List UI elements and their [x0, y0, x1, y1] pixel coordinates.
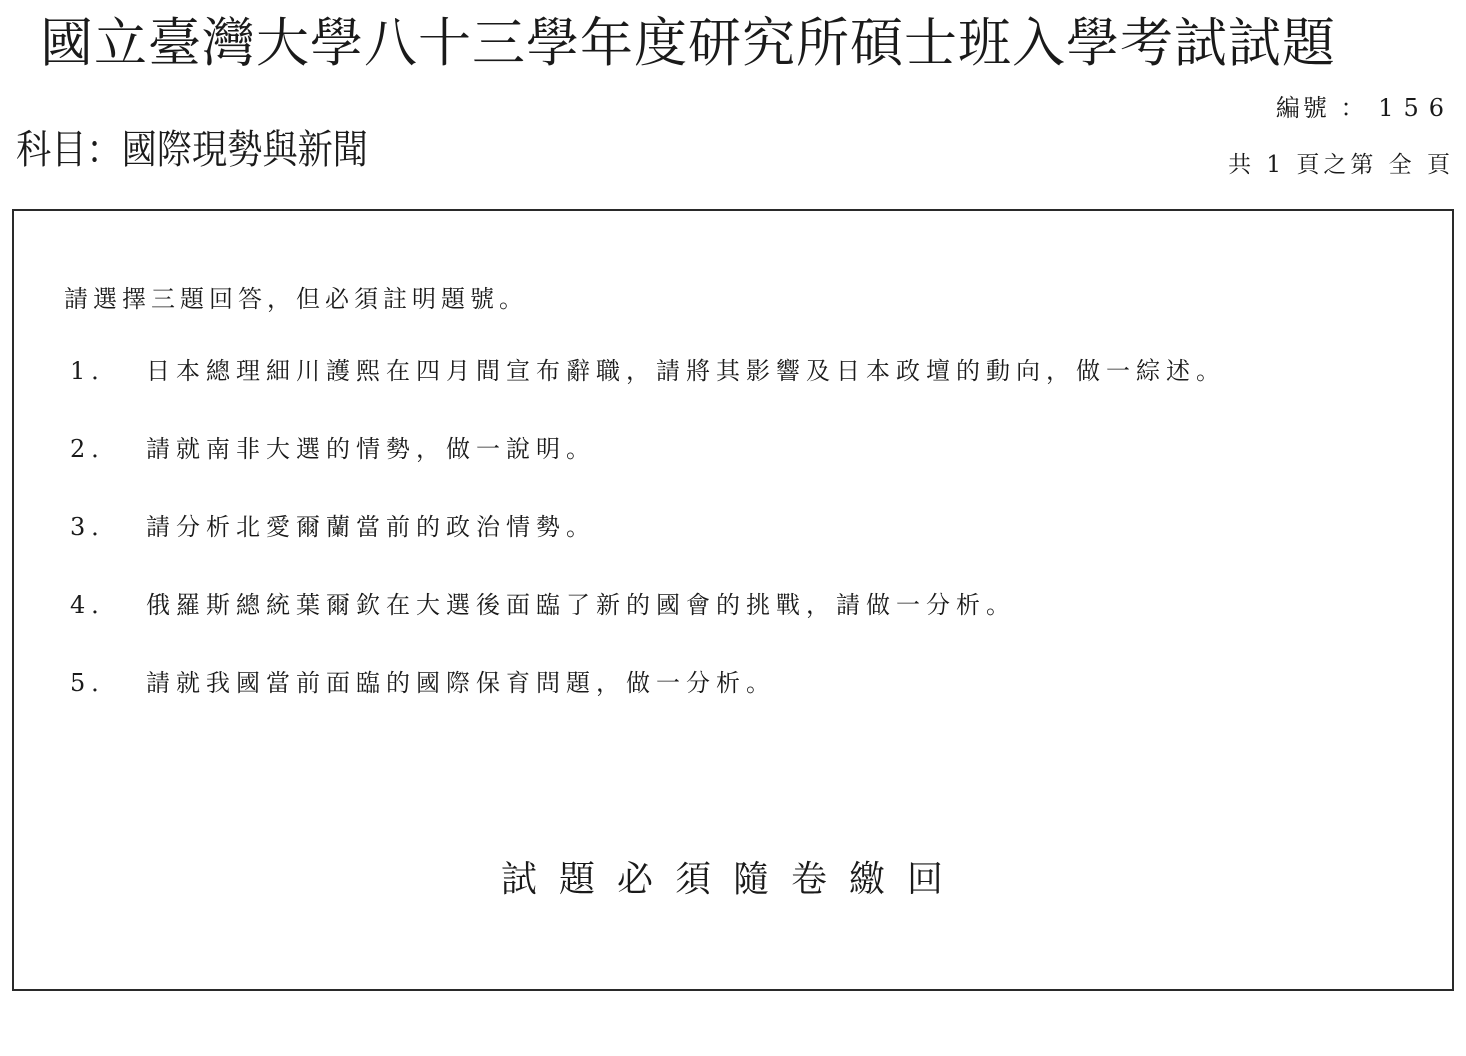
question-text: 請分析北愛爾蘭當前的政治情勢。: [146, 513, 596, 541]
exam-title: 國立臺灣大學八十三學年度研究所碩士班入學考試試題: [40, 13, 1336, 74]
question-text: 請就我國當前面臨的國際保育問題，做一分析。: [146, 669, 776, 697]
question-text: 俄羅斯總統葉爾欽在大選後面臨了新的國會的挑戰，請做一分析。: [146, 591, 1016, 619]
page-info: 共 1 頁之第 全 頁: [1228, 152, 1454, 178]
question-item: [70, 351, 1430, 429]
subject-heading: 科目：國際現勢與新聞: [16, 127, 368, 173]
serial-label: 編號 ：: [1275, 94, 1368, 122]
instruction-text: 請選擇三題回答，但必須註明題號。: [64, 285, 528, 313]
question-item: [70, 585, 1430, 663]
question-number: 2．: [70, 435, 122, 463]
question-text: 請就南非大選的情勢，做一說明。: [146, 435, 596, 463]
question-number: 3．: [70, 513, 122, 541]
serial-number-row: [1276, 88, 1454, 123]
serial-number: 156: [1378, 94, 1454, 122]
question-number: 1．: [70, 357, 122, 385]
question-item: [70, 663, 1430, 741]
question-number: 4．: [70, 591, 122, 619]
question-item: [70, 507, 1430, 585]
question-item: [70, 429, 1430, 507]
return-notice: 試題必須隨卷繳回: [500, 859, 965, 900]
question-number: 5．: [70, 669, 122, 697]
question-list: [70, 351, 1430, 741]
question-text: 日本總理細川護熙在四月間宣布辭職，請將其影響及日本政壇的動向，做一綜述。: [146, 357, 1226, 385]
question-box: [12, 209, 1454, 991]
